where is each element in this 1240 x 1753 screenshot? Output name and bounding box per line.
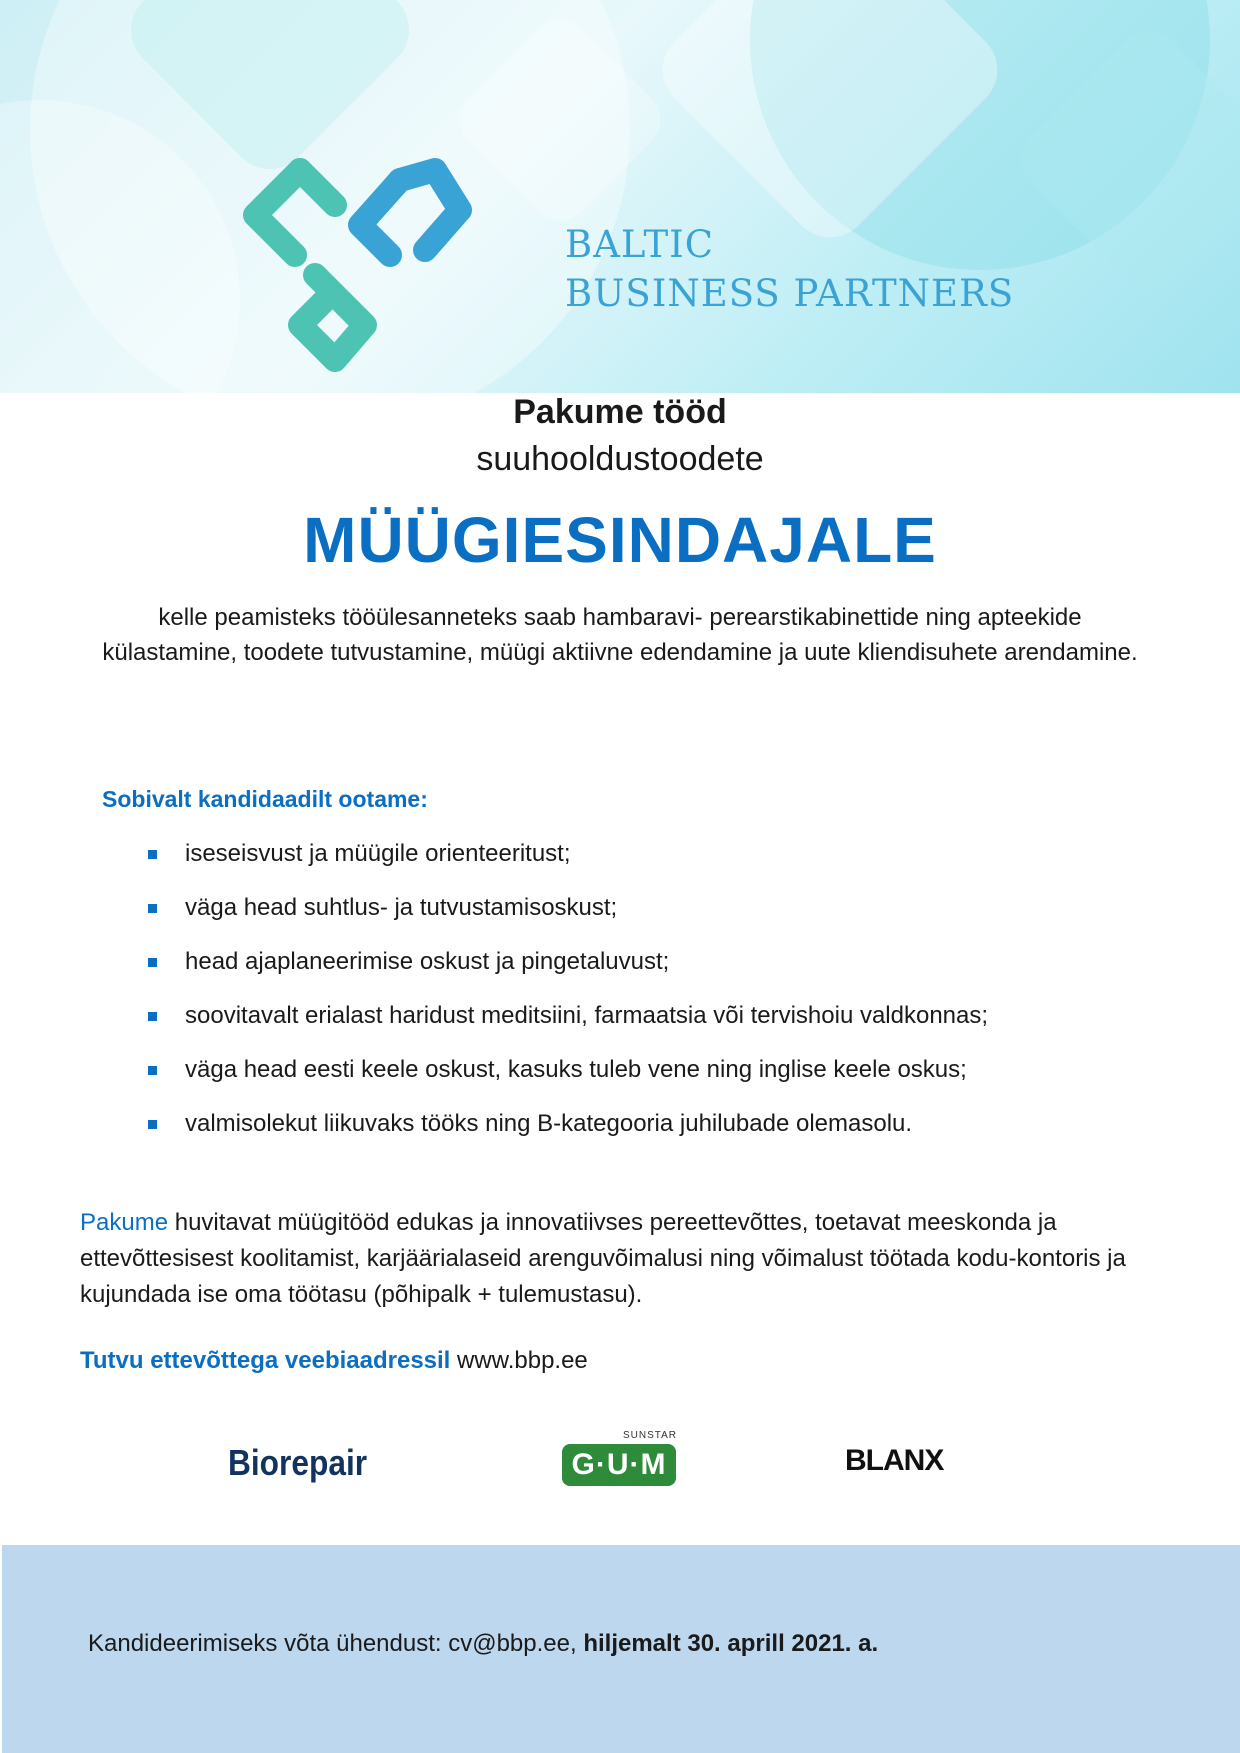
sunstar-label: SUNSTAR bbox=[622, 1430, 677, 1441]
requirement-item bbox=[148, 894, 988, 948]
requirement-text: soovitavalt erialast haridust meditsiini, farmaatsia või tervishoiu valdkonnas; bbox=[185, 1002, 989, 1029]
requirement-text: iseseisvust ja müügile orienteeritust; bbox=[185, 840, 571, 867]
gum-badge: G·U·M bbox=[562, 1444, 676, 1486]
offer-lead: Pakume bbox=[80, 1209, 169, 1236]
requirement-text: head ajaplaneerimise oskust ja pingetaluvust; bbox=[185, 948, 670, 975]
requirement-text: väga head eesti keele oskust, kasuks tuleb vene ning inglise keele oskus; bbox=[185, 1056, 967, 1083]
website-lead: Tutvu ettevõttega veebiaadressil bbox=[80, 1347, 451, 1374]
brand-logos bbox=[0, 1430, 1240, 1500]
website-line bbox=[80, 1347, 588, 1375]
bullet-icon bbox=[148, 1120, 157, 1129]
company-name bbox=[565, 220, 1014, 318]
headline-offer: Pakume tööd bbox=[513, 393, 727, 431]
background-pattern bbox=[0, 0, 1240, 393]
requirement-text: väga head suhtlus- ja tutvustamisoskust; bbox=[185, 894, 618, 921]
company-name-line1: BALTIC bbox=[565, 223, 715, 266]
header-banner bbox=[0, 0, 1240, 393]
company-name-line2: BUSINESS PARTNERS bbox=[565, 272, 1015, 315]
requirement-text: valmisolekut liikuvaks tööks ning B-kategooria juhilubade olemasolu. bbox=[185, 1110, 913, 1137]
contact-line bbox=[88, 1630, 878, 1658]
requirement-item bbox=[148, 1002, 988, 1056]
job-title: MÜÜGIESINDAJALE bbox=[303, 504, 937, 576]
deadline-text: hiljemalt 30. aprill 2021. a. bbox=[583, 1630, 879, 1657]
requirement-item bbox=[148, 840, 988, 894]
contact-text: Kandideerimiseks võta ühendust: cv@bbp.ee, bbox=[88, 1630, 584, 1657]
job-description: kelle peamisteks tööülesanneteks saab hambaravi- perearstikabinettide ning apteekide külastamine, toodete tutvustamine, müügi aktiivne edendamine ja uute kliendisuhete arendamine. bbox=[102, 604, 1138, 666]
bullet-icon bbox=[148, 850, 157, 859]
requirements-list bbox=[148, 840, 988, 1164]
requirement-item bbox=[148, 1056, 988, 1110]
bbp-logo-icon bbox=[240, 150, 540, 390]
requirement-item bbox=[148, 1110, 988, 1164]
blanx-logo: BLANX bbox=[845, 1444, 944, 1477]
biorepair-logo: Biorepair bbox=[228, 1442, 368, 1483]
requirements-title: Sobivalt kandidaadilt ootame: bbox=[102, 786, 428, 812]
website-url[interactable]: www.bbp.ee bbox=[450, 1347, 588, 1374]
offer-text: huvitavat müügitööd edukas ja innovatiivses pereettevõttes, toetavat meeskonda ja ettevõttesisest koolitamist, karjäärialaseid arenguvõimalusi ning võimalust töötada kodu-kontoris ja kujundada ise oma töötasu (põhipalk + tulemustasu). bbox=[80, 1209, 1126, 1308]
offer-paragraph bbox=[80, 1205, 1165, 1313]
requirement-item bbox=[148, 948, 988, 1002]
headline-subtitle: suuhooldustoodete bbox=[476, 440, 764, 478]
bullet-icon bbox=[148, 904, 157, 913]
bullet-icon bbox=[148, 1012, 157, 1021]
bullet-icon bbox=[148, 958, 157, 967]
bullet-icon bbox=[148, 1066, 157, 1075]
gum-logo bbox=[560, 1430, 680, 1492]
footer-contact bbox=[2, 1545, 1240, 1753]
